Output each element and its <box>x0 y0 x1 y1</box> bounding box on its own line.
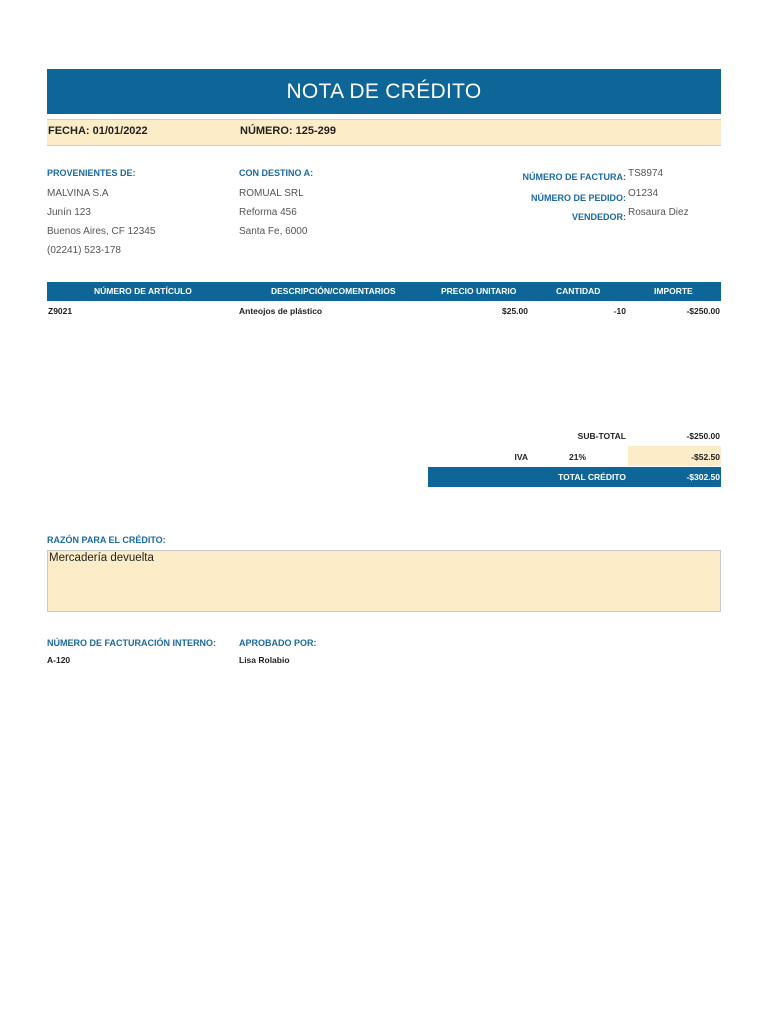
from-label: PROVENIENTES DE: <box>47 168 136 178</box>
reason-label: RAZÓN PARA EL CRÉDITO: <box>47 535 166 545</box>
col-header-quantity: CANTIDAD <box>556 286 601 296</box>
approved-by-value: Lisa Rolabio <box>239 655 290 665</box>
col-header-amount: IMPORTE <box>654 286 693 296</box>
col-header-description: DESCRIPCIÓN/COMENTARIOS <box>271 286 396 296</box>
from-line-company: MALVINA S.A <box>47 188 109 199</box>
iva-rate: 21% <box>568 452 586 462</box>
internal-billing-label: NÚMERO DE FACTURACIÓN INTERNO: <box>47 638 216 648</box>
document-title: NOTA DE CRÉDITO <box>47 69 721 114</box>
cell-article: Z9021 <box>48 306 73 316</box>
reason-text: Mercadería devuelta <box>49 552 154 564</box>
invoice-number-value: TS8974 <box>628 168 664 179</box>
date-number-bar <box>47 119 721 146</box>
iva-value: -$52.50 <box>691 452 720 462</box>
cell-description: Anteojos de plástico <box>239 306 323 316</box>
seller-label-wrap <box>460 207 626 225</box>
to-label: CON DESTINO A: <box>239 168 314 178</box>
order-number-value: O1234 <box>628 188 659 199</box>
invoice-number-label: NÚMERO DE FACTURA: <box>522 172 626 182</box>
cell-unit-price: $25.00 <box>502 306 528 316</box>
subtotal-value: -$250.00 <box>686 431 720 441</box>
order-number-label: NÚMERO DE PEDIDO: <box>530 193 626 203</box>
approved-by-label: APROBADO POR: <box>239 638 317 648</box>
seller-value: Rosaura Diez <box>628 207 689 218</box>
iva-label: IVA <box>514 452 528 462</box>
seller-label: VENDEDOR: <box>571 212 626 222</box>
subtotal-label: SUB-TOTAL <box>577 431 626 441</box>
reason-box <box>47 550 721 612</box>
to-line-city: Santa Fe, 6000 <box>239 226 308 237</box>
col-header-unit-price: PRECIO UNITARIO <box>441 286 517 296</box>
to-line-company: ROMUAL SRL <box>239 188 304 199</box>
cell-quantity: -10 <box>613 306 626 316</box>
to-line-street: Reforma 456 <box>239 207 297 218</box>
from-line-city: Buenos Aires, CF 12345 <box>47 226 156 237</box>
number-field: NÚMERO: 125-299 <box>240 125 336 137</box>
items-table-header <box>47 282 721 301</box>
date-field: FECHA: 01/01/2022 <box>48 125 148 137</box>
invoice-number-label-wrap <box>460 167 626 185</box>
order-number-label-wrap <box>460 188 626 206</box>
total-credit-value: -$302.50 <box>686 472 720 482</box>
total-credit-bar <box>428 467 721 487</box>
from-line-phone: (02241) 523-178 <box>47 245 121 256</box>
from-line-street: Junín 123 <box>47 207 91 218</box>
total-credit-label: TOTAL CRÉDITO <box>558 472 626 482</box>
internal-billing-value: A-120 <box>47 655 71 665</box>
col-header-article: NÚMERO DE ARTÍCULO <box>94 286 192 296</box>
cell-amount: -$250.00 <box>686 306 720 316</box>
